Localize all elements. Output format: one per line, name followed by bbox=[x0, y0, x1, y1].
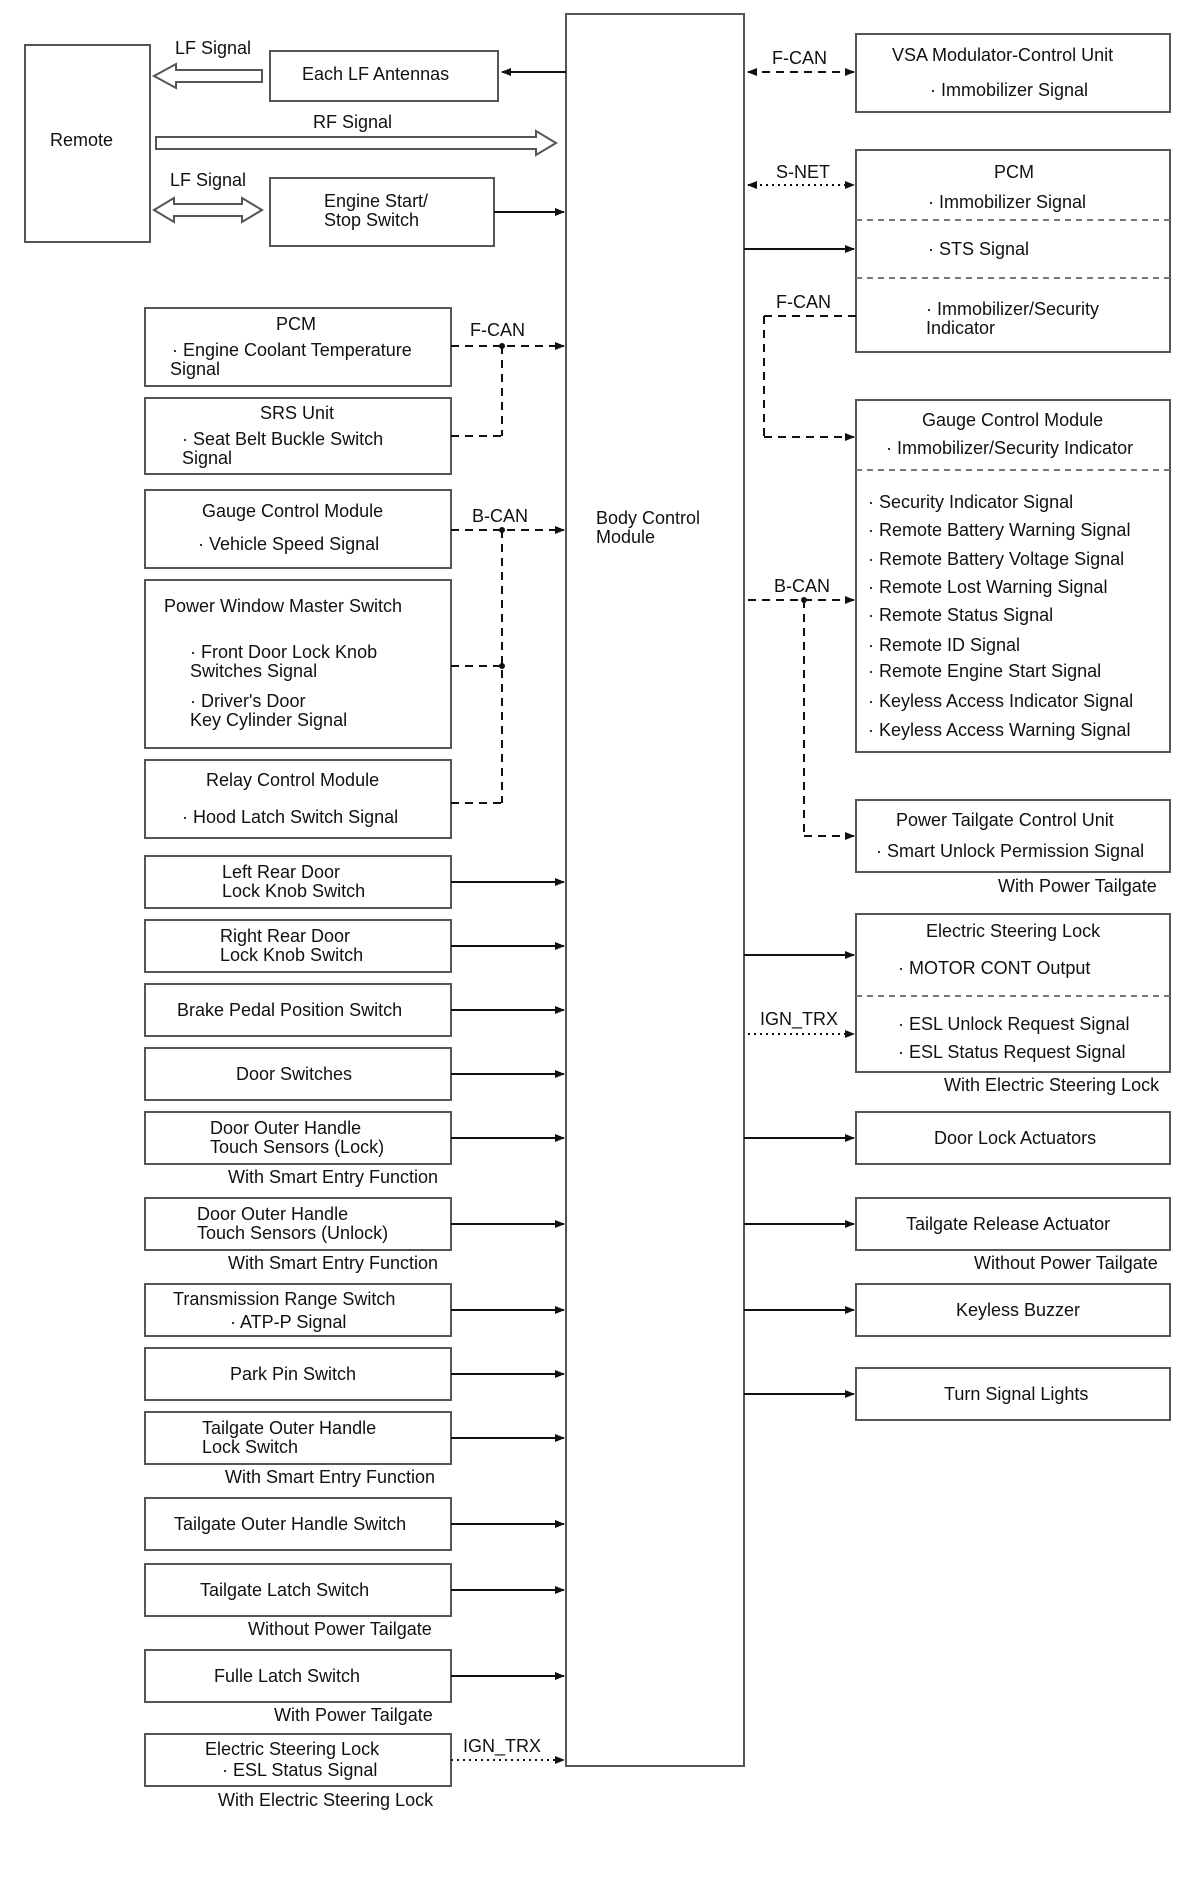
right-esl-title: Electric Steering Lock bbox=[926, 921, 1101, 941]
rf-signal-label: RF Signal bbox=[313, 112, 393, 132]
door-touch-lock-line2: Touch Sensors (Lock) bbox=[210, 1137, 385, 1157]
gauge-signal-item: · Remote Status Signal bbox=[868, 605, 1054, 625]
keyless-buzzer-label: Keyless Buzzer bbox=[956, 1300, 1081, 1320]
left-rear-line2: Lock Knob Switch bbox=[222, 881, 366, 901]
gauge-signal-item: · Keyless Access Indicator Signal bbox=[868, 691, 1134, 711]
right-bcan-label: B-CAN bbox=[774, 576, 831, 596]
srs-line1: · Seat Belt Buckle Switch bbox=[182, 429, 384, 449]
left-rear-line1: Left Rear Door bbox=[222, 862, 341, 882]
right-bcan-junction bbox=[801, 597, 807, 603]
left-bcan-label: B-CAN bbox=[472, 506, 529, 526]
right-esl-note: With Electric Steering Lock bbox=[944, 1075, 1160, 1095]
right-esl-motor: · MOTOR CONT Output bbox=[898, 958, 1091, 978]
fulle-latch-note: With Power Tailgate bbox=[274, 1705, 433, 1725]
gauge-signal-item: · Remote Battery Voltage Signal bbox=[868, 549, 1125, 569]
left-pcm-title: PCM bbox=[276, 314, 316, 334]
door-touch-unlock-line2: Touch Sensors (Unlock) bbox=[197, 1223, 389, 1243]
power-window-line1: · Front Door Lock Knob bbox=[190, 642, 378, 662]
brake-pedal-label: Brake Pedal Position Switch bbox=[177, 1000, 403, 1020]
left-gauge-line1: · Vehicle Speed Signal bbox=[198, 534, 380, 554]
bcm-label-line1: Body Control bbox=[596, 508, 701, 528]
left-bcan-junction-top bbox=[499, 527, 505, 533]
trans-range-line1: Transmission Range Switch bbox=[173, 1289, 396, 1309]
door-switches-label: Door Switches bbox=[236, 1064, 353, 1084]
gauge-signal-item: · Security Indicator Signal bbox=[868, 492, 1074, 512]
remote-label: Remote bbox=[50, 130, 114, 150]
lf-antennas-label: Each LF Antennas bbox=[302, 64, 450, 84]
gauge-signal-item: · Keyless Access Warning Signal bbox=[868, 720, 1131, 740]
turn-signal-lights-label: Turn Signal Lights bbox=[944, 1384, 1089, 1404]
left-esl-line1: Electric Steering Lock bbox=[205, 1739, 380, 1759]
left-pcm-line1: · Engine Coolant Temperature bbox=[172, 340, 412, 360]
right-rear-line1: Right Rear Door bbox=[220, 926, 351, 946]
tailgate-release-note: Without Power Tailgate bbox=[974, 1253, 1158, 1273]
rf-signal-arrow bbox=[156, 131, 556, 155]
power-tailgate-title: Power Tailgate Control Unit bbox=[896, 810, 1114, 830]
pcm-snet-label: S-NET bbox=[776, 162, 830, 182]
engine-start-line1: Engine Start/ bbox=[324, 191, 429, 211]
srs-line2: Signal bbox=[182, 448, 233, 468]
power-window-line2: Switches Signal bbox=[190, 661, 318, 681]
left-pcm-line2: Signal bbox=[170, 359, 221, 379]
vsa-title: VSA Modulator-Control Unit bbox=[892, 45, 1114, 65]
left-fcan-label: F-CAN bbox=[470, 320, 525, 340]
lf-signal-bottom-label: LF Signal bbox=[170, 170, 247, 190]
tailgate-release-label: Tailgate Release Actuator bbox=[906, 1214, 1111, 1234]
right-esl-status: · ESL Status Request Signal bbox=[898, 1042, 1126, 1062]
trans-range-line2: · ATP-P Signal bbox=[230, 1312, 347, 1332]
right-pcm-immobilizer: · Immobilizer Signal bbox=[928, 192, 1087, 212]
right-pcm-indicator-line2: Indicator bbox=[926, 318, 996, 338]
door-touch-unlock-line1: Door Outer Handle bbox=[197, 1204, 349, 1224]
lf-signal-top-arrow bbox=[154, 64, 262, 88]
relay-title: Relay Control Module bbox=[206, 770, 380, 790]
door-touch-unlock-note: With Smart Entry Function bbox=[228, 1253, 439, 1273]
power-tailgate-line1: · Smart Unlock Permission Signal bbox=[876, 841, 1145, 861]
tailgate-lock-line2: Lock Switch bbox=[202, 1437, 299, 1457]
power-window-line4: Key Cylinder Signal bbox=[190, 710, 348, 730]
relay-line1: · Hood Latch Switch Signal bbox=[182, 807, 399, 827]
fulle-latch-label: Fulle Latch Switch bbox=[214, 1666, 361, 1686]
gauge-signal-item: · Remote Engine Start Signal bbox=[868, 661, 1102, 681]
gauge-signal-item: · Remote ID Signal bbox=[868, 635, 1021, 655]
door-lock-actuators-label: Door Lock Actuators bbox=[934, 1128, 1097, 1148]
engine-start-line2: Stop Switch bbox=[324, 210, 420, 230]
vsa-fcan-label: F-CAN bbox=[772, 48, 827, 68]
left-esl-line2: · ESL Status Signal bbox=[222, 1760, 378, 1780]
left-fcan-junction bbox=[499, 343, 505, 349]
tailgate-lock-line1: Tailgate Outer Handle bbox=[202, 1418, 377, 1438]
door-touch-lock-note: With Smart Entry Function bbox=[228, 1167, 439, 1187]
park-pin-label: Park Pin Switch bbox=[230, 1364, 357, 1384]
tailgate-latch-label: Tailgate Latch Switch bbox=[200, 1580, 370, 1600]
tailgate-handle-label: Tailgate Outer Handle Switch bbox=[174, 1514, 407, 1534]
right-gauge-title: Gauge Control Module bbox=[922, 410, 1104, 430]
pcm-fcan-label: F-CAN bbox=[776, 292, 831, 312]
gauge-signal-item: · Remote Battery Warning Signal bbox=[868, 520, 1131, 540]
right-ign-trx-label: IGN_TRX bbox=[760, 1009, 839, 1029]
tailgate-latch-note: Without Power Tailgate bbox=[248, 1619, 432, 1639]
power-window-line3: · Driver's Door bbox=[190, 691, 306, 711]
bcm-label-line2: Module bbox=[596, 527, 656, 547]
power-window-title: Power Window Master Switch bbox=[164, 596, 403, 616]
right-gauge-sub: · Immobilizer/Security Indicator bbox=[886, 438, 1134, 458]
power-tailgate-note: With Power Tailgate bbox=[998, 876, 1157, 896]
srs-title: SRS Unit bbox=[260, 403, 335, 423]
tailgate-lock-note: With Smart Entry Function bbox=[225, 1467, 436, 1487]
left-bcan-junction-mid bbox=[499, 663, 505, 669]
gauge-signal-item: · Remote Lost Warning Signal bbox=[868, 577, 1108, 597]
door-touch-lock-line1: Door Outer Handle bbox=[210, 1118, 362, 1138]
body-control-module-box bbox=[566, 14, 744, 1766]
lf-signal-bottom-arrow bbox=[154, 198, 262, 222]
lf-signal-top-label: LF Signal bbox=[175, 38, 252, 58]
right-esl-unlock: · ESL Unlock Request Signal bbox=[898, 1014, 1130, 1034]
right-pcm-sts: · STS Signal bbox=[928, 239, 1030, 259]
left-esl-note: With Electric Steering Lock bbox=[218, 1790, 434, 1810]
left-gauge-title: Gauge Control Module bbox=[202, 501, 384, 521]
right-pcm-indicator-line1: · Immobilizer/Security bbox=[926, 299, 1100, 319]
right-pcm-title: PCM bbox=[994, 162, 1034, 182]
vsa-line1: · Immobilizer Signal bbox=[930, 80, 1089, 100]
right-rear-line2: Lock Knob Switch bbox=[220, 945, 364, 965]
left-ign-trx-label: IGN_TRX bbox=[463, 1736, 542, 1756]
